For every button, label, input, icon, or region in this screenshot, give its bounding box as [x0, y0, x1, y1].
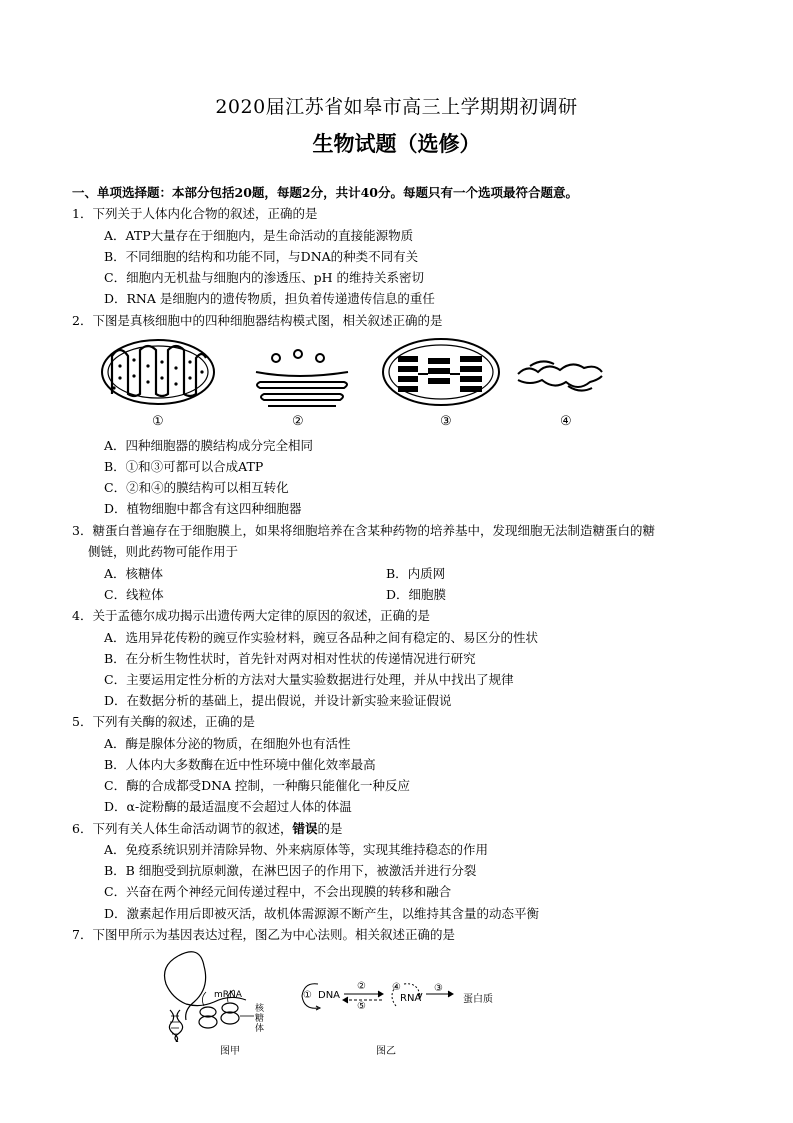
question-6-option-a: A．免疫系统识别并清除异物、外来病原体等，实现其维持稳态的作用: [104, 842, 489, 857]
question-6-stem-prefix: 6．下列有关人体生命活动调节的叙述，: [72, 821, 293, 836]
endoplasmic-reticulum-drawing: [518, 361, 602, 390]
central-dogma-step-3: ③: [434, 983, 443, 994]
question-1-option-a: A．ATP大量存在于细胞内，是生命活动的直接能源物质: [104, 228, 414, 243]
question-6-stem: [72, 820, 343, 838]
question-2-option-a: A．四种细胞器的膜结构成分完全相同: [104, 438, 314, 453]
question-6-option-b: B．B 细胞受到抗原刺激，在淋巴因子的作用下，被激活并进行分裂: [104, 863, 477, 878]
question-2-option-d: D．植物细胞中都含有这四种细胞器: [104, 501, 302, 516]
question-6-option-d: D．激素起作用后即被灭活，故机体需源源不断产生，以维持其含量的动态平衡: [104, 906, 540, 921]
question-5-stem: 5．下列有关酶的叙述，正确的是: [72, 714, 255, 729]
mrna-label: mRNA: [214, 990, 242, 1000]
question-6-stem-suffix: 的是: [317, 821, 343, 836]
ribosome-label-char-3: 体: [255, 1024, 265, 1034]
question-1-stem: 1．下列关于人体内化合物的叙述，正确的是: [72, 206, 318, 221]
question-4-option-d: D．在数据分析的基础上，提出假说，并设计新实验来验证假说: [104, 693, 452, 708]
question-2-stem: 2．下图是真核细胞中的四种细胞器结构模式图，相关叙述正确的是: [72, 313, 443, 328]
question-4-option-c: C．主要运用定性分析的方法对大量实验数据进行处理，并从中找出了规律: [104, 672, 514, 687]
rna-label: RNA: [400, 993, 422, 1004]
section-heading: 一、单项选择题：本部分包括20题，每题2分，共计40分。每题只有一个选项最符合题意。: [72, 185, 578, 200]
question-1-option-d: D．RNA 是细胞内的遗传物质，担负着传递遗传信息的重任: [104, 291, 435, 306]
question-4-option-b: B．在分析生物性状时，首先针对两对相对性状的传递情况进行研究: [104, 651, 476, 666]
organelle-label-4: ④: [560, 414, 572, 429]
question-5-option-b: B．人体内大多数酶在近中性环境中催化效率最高: [104, 757, 376, 772]
question-3-option-a: A．核糖体: [104, 566, 164, 581]
question-6-option-c: C．兴奋在两个神经元间传递过程中，不会出现膜的转移和融合: [104, 884, 452, 899]
gene-expression-figure: [150, 946, 270, 1042]
organelle-label-2: ②: [292, 414, 304, 429]
question-1-option-b: B．不同细胞的结构和功能不同，与DNA的种类不同有关: [104, 249, 419, 264]
question-7-stem: 7．下图甲所示为基因表达过程，图乙为中心法则。相关叙述正确的是: [72, 927, 455, 942]
protein-label: 蛋白质: [463, 994, 493, 1005]
organelle-label-1: ①: [152, 414, 164, 429]
chloroplast-drawing: [383, 339, 499, 405]
question-5-option-d: D．α-淀粉酶的最适温度不会超过人体的体温: [104, 799, 352, 814]
question-5-option-c: C．酶的合成都受DNA 控制，一种酶只能催化一种反应: [104, 778, 411, 793]
question-1-option-c: C．细胞内无机盐与细胞内的渗透压、pH 的维持关系密切: [104, 270, 424, 285]
organelle-label-3: ③: [440, 414, 452, 429]
central-dogma-step-1: ①: [303, 990, 312, 1001]
question-6-stem-emphasis: 错误: [292, 821, 318, 836]
question-5-option-a: A．酶是腺体分泌的物质，在细胞外也有活性: [104, 736, 351, 751]
organelle-figure: [98, 336, 618, 416]
ribosome-label-char-2: 糖: [255, 1014, 265, 1024]
dna-label: DNA: [318, 990, 341, 1001]
central-dogma-step-2: ②: [357, 981, 366, 992]
question-3-option-d: D．细胞膜: [386, 587, 447, 602]
question-3-option-c: C．线粒体: [104, 587, 164, 602]
question-3-option-b: B．内质网: [386, 566, 446, 581]
mitochondrion-drawing: [102, 340, 214, 404]
figure-a-caption: 图甲: [220, 1046, 240, 1057]
question-3-stem-line-2: 侧链，则此药物可能作用于: [88, 544, 239, 559]
ribosome-label: [255, 1004, 264, 1034]
question-3-stem-line-1: 3．糖蛋白普遍存在于细胞膜上，如果将细胞培养在含某种药物的培养基中，发现细胞无法制造糖蛋白的糖: [72, 523, 655, 538]
page-title: 2020届江苏省如皋市高三上学期期初调研: [215, 96, 578, 118]
figure-b-caption: 图乙: [376, 1046, 396, 1057]
ribosome-label-char-1: 核: [255, 1004, 265, 1014]
question-2-option-b: B．①和③可都可以合成ATP: [104, 459, 264, 474]
page-subtitle: 生物试题（选修）: [312, 131, 481, 156]
central-dogma-step-5: ⑤: [357, 1001, 366, 1012]
golgi-drawing: [256, 350, 348, 406]
question-4-stem: 4．关于孟德尔成功揭示出遗传两大定律的原因的叙述，正确的是: [72, 608, 430, 623]
question-4-option-a: A．选用异花传粉的豌豆作实验材料，豌豆各品种之间有稳定的、易区分的性状: [104, 630, 539, 645]
central-dogma-step-4: ④: [392, 982, 401, 993]
question-2-option-c: C．②和④的膜结构可以相互转化: [104, 480, 289, 495]
